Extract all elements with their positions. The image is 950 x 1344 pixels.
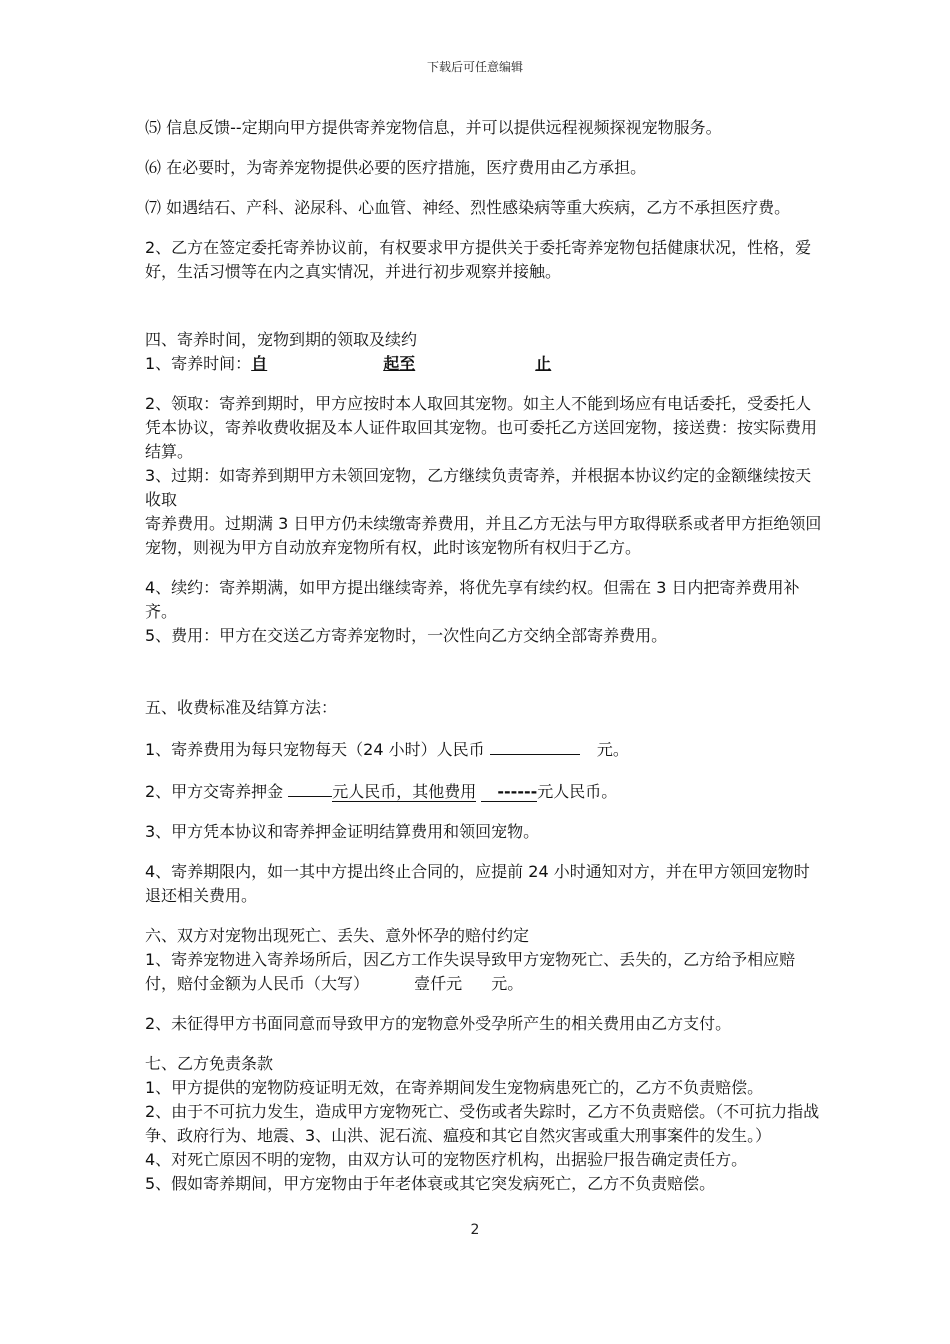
compensation-amount: 壹仟元 [414, 974, 463, 993]
daily-fee-unit: 元。 [596, 740, 629, 759]
daily-fee-text: 1、寄养费用为每只宠物每天（24 小时）人民币 [145, 740, 485, 759]
deposit-unit: 元人民币，其他费用 [332, 782, 477, 801]
section-4-overdue-a: 3、过期：如寄养到期甲方未领回宠物，乙方继续负责寄养，并根据本协议约定的金额继续按天收取 [145, 466, 812, 509]
deposit-blank [288, 778, 332, 797]
boarding-time-field [251, 354, 551, 373]
section-7-clause-1: 1、甲方提供的宠物防疫证明无效，在寄养期间发生宠物病患死亡的，乙方不负责赔偿。 [145, 1078, 764, 1097]
clause-2-right-to-info: 2、乙方在签定委托寄养协议前，有权要求甲方提供关于委托寄养宠物包括健康状况，性格，爱好，生活习惯等在内之真实情况，并进行初步观察并接触。 [145, 238, 812, 281]
section-4-pickup: 2、领取：寄养到期时，甲方应按时本人取回其宠物。如主人不能到场应有电话委托，受委托人凭本协议，寄养收费收据及本人证件取回其宠物。也可委托乙方送回宠物，接送费：按实际费用结算。 [145, 394, 818, 461]
boarding-time-from: 自 [251, 354, 268, 373]
boarding-time-end: 止 [535, 354, 552, 373]
section-5-title: 五、收费标准及结算方法： [145, 698, 338, 717]
daily-fee-blank [490, 736, 580, 755]
compensation-text: 1、寄养宠物进入寄养场所后，因乙方工作失误导致甲方宠物死亡、丢失的，乙方给予相应赔付，赔付金额为人民币（大写） [145, 950, 796, 993]
section-5-termination: 4、寄养期限内，如一其中方提出终止合同的，应提前 24 小时通知对方，并在甲方领回宠物时退还相关费用。 [145, 862, 810, 905]
section-6-title: 六、双方对宠物出现死亡、丢失、意外怀孕的赔付约定 [145, 926, 530, 945]
section-6-pregnancy: 2、未征得甲方书面同意而导致甲方的宠物意外受孕所产生的相关费用由乙方支付。 [145, 1014, 732, 1033]
page-header: 下载后可任意编辑 [426, 60, 523, 74]
boarding-time-to: 起至 [383, 354, 416, 373]
clause-5-info-feedback: ⑸ 信息反馈--定期向甲方提供寄养宠物信息，并可以提供远程视频探视宠物服务。 [145, 118, 722, 137]
other-fee-unit: 元人民币。 [537, 782, 618, 801]
clause-7-major-disease: ⑺ 如遇结石、产科、泌尿科、心血管、神经、烈性感染病等重大疾病，乙方不承担医疗费。 [145, 198, 791, 217]
section-7-clause-2: 2、由于不可抗力发生，造成甲方宠物死亡、受伤或者失踪时，乙方不负责赔偿。（不可抗力指战争、政府行为、地震、3、山洪、泥石流、瘟疫和其它自然灾害或重大刑事案件的发生。） [145, 1102, 820, 1145]
document-body [145, 116, 825, 1196]
section-7-clause-5: 5、假如寄养期间，甲方宠物由于年老体衰或其它突发病死亡，乙方不负责赔偿。 [145, 1174, 716, 1193]
section-7-title: 七、乙方免责条款 [145, 1054, 274, 1073]
section-4-overdue-b: 寄养费用。过期满 3 日甲方仍未续缴寄养费用，并且乙方无法与甲方取得联系或者甲方拒绝领回宠物，则视为甲方自动放弃宠物所有权，此时该宠物所有权归于乙方。 [145, 514, 822, 557]
section-5-settlement: 3、甲方凭本协议和寄养押金证明结算费用和领回宠物。 [145, 822, 540, 841]
page-number: 2 [470, 1222, 480, 1238]
other-fee-blank: ------ [481, 782, 537, 802]
section-6-compensation [145, 948, 825, 996]
clause-6-medical: ⑹ 在必要时，为寄养宠物提供必要的医疗措施，医疗费用由乙方承担。 [145, 158, 647, 177]
section-4-fees: 5、费用：甲方在交送乙方寄养宠物时，一次性向乙方交纳全部寄养费用。 [145, 626, 668, 645]
boarding-time-label: 1、寄养时间： [145, 354, 252, 373]
boarding-time-line [145, 352, 825, 376]
section-7-clause-4: 4、对死亡原因不明的宠物，由双方认可的宠物医疗机构，出据验尸报告确定责任方。 [145, 1150, 748, 1169]
deposit-text: 2、甲方交寄养押金 [145, 782, 284, 801]
compensation-unit: 元。 [491, 974, 524, 993]
section-5-deposit [145, 778, 825, 804]
section-5-daily-fee [145, 736, 825, 762]
section-4-title: 四、寄养时间，宠物到期的领取及续约 [145, 330, 418, 349]
section-4-renewal: 4、续约：寄养期满，如甲方提出继续寄养，将优先享有续约权。但需在 3 日内把寄养费用补齐。 [145, 578, 800, 621]
